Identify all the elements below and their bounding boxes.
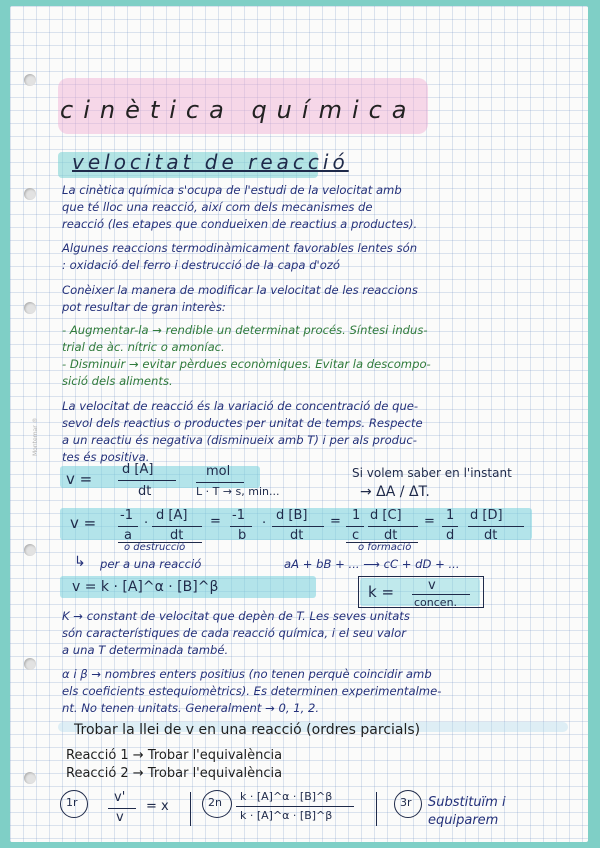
green-list-item: - Disminuir → evitar pèrdues econòmiques. Evitar la descompo- — [62, 357, 431, 371]
binder-hole — [24, 772, 36, 784]
dot: · — [262, 516, 267, 531]
binder-hole — [24, 74, 36, 86]
label-destruccio: o destrucció — [124, 542, 186, 553]
term-den: a — [124, 528, 132, 543]
ab-text-line: nt. No tenen unitats. Generalment → 0, 1, 2. — [62, 701, 320, 715]
para2-line: Algunes reaccions termodinàmicament favorables lentes són — [62, 241, 418, 255]
separator — [190, 792, 191, 826]
green-list-item: trial de àc. nítric o amoníac. — [62, 340, 225, 354]
para3-line: pot resultar de gran interès: — [62, 300, 226, 314]
label-formacio: o formació — [358, 542, 412, 553]
fraction-bar — [272, 526, 324, 527]
equals: = — [330, 514, 341, 529]
term-num: -1 — [232, 508, 245, 523]
term-den: dt — [384, 528, 398, 543]
fraction-bar — [412, 594, 470, 595]
formula1-num: d [A] — [122, 462, 154, 477]
dot: · — [144, 516, 149, 531]
step2-num: k · [A]^α · [B]^β — [240, 790, 333, 803]
term-num: d [C] — [370, 508, 402, 523]
fraction-bar — [108, 808, 136, 809]
para2-line: : oxidació del ferro i destrucció de la capa d'ozó — [62, 258, 341, 272]
fraction-bar — [118, 480, 176, 481]
k-lhs: k = — [368, 583, 395, 601]
green-list-item: - Augmentar-la → rendible un determinat procés. Síntesi indus- — [62, 323, 428, 337]
term-den: dt — [170, 528, 184, 543]
intro-line: La cinètica química s'ocupa de l'estudi de la velocitat amb — [62, 183, 402, 197]
equals: = — [210, 514, 221, 529]
term-num: 1 — [446, 508, 455, 523]
hook-arrow: ↳ — [74, 554, 86, 570]
fraction-bar — [442, 526, 458, 527]
k-text-line: K → constant de velocitat que depèn de T. Les seves unitats — [62, 609, 410, 623]
step1-num: v' — [114, 790, 126, 805]
term-num: d [D] — [470, 508, 503, 523]
fraction-bar — [118, 526, 138, 527]
ab-text-line: els coeficients estequiomètrics). Es determinen experimentalme- — [62, 684, 442, 698]
fraction-bar — [230, 526, 252, 527]
term-den: dt — [484, 528, 498, 543]
step3-label: 3r — [400, 796, 412, 809]
fraction-bar — [468, 526, 524, 527]
step1-rhs: = x — [146, 799, 169, 814]
definition-line: sevol dels reactius o productes per unitat de temps. Respecte — [62, 416, 423, 430]
k-text-line: són característiques de cada reacció química, i el seu valor — [62, 626, 406, 640]
formula2-v: v = — [70, 514, 97, 532]
step3-text: Substituïm i — [428, 795, 506, 810]
term-den: dt — [290, 528, 304, 543]
page-title: cinètica química — [60, 96, 417, 124]
binder-hole — [24, 658, 36, 670]
para3-line: Conèixer la manera de modificar la velocitat de les reaccions — [62, 283, 418, 297]
separator — [376, 792, 377, 826]
term-den: b — [238, 528, 247, 543]
reaction-equation: aA + bB + ... ⟶ cC + dD + ... — [284, 557, 460, 571]
per-reaccio: per a una reacció — [100, 557, 202, 571]
definition-line: a un reactiu és negativa (disminueix amb T) i per als produc- — [62, 433, 417, 447]
k-text-line: a una T determinada també. — [62, 643, 229, 657]
formula1-lhs: v = — [66, 470, 93, 488]
brand-label: Montemar ® — [32, 417, 39, 456]
term-num: d [A] — [156, 508, 188, 523]
intro-line: que té lloc una reacció, així com dels mecanismes de — [62, 200, 373, 214]
section-subtitle: velocitat de reacció — [72, 150, 349, 174]
term-num: -1 — [120, 508, 133, 523]
reaccio2-line: Reacció 2 → Trobar l'equivalència — [66, 766, 283, 781]
definition-line: La velocitat de reacció és la variació de concentració de que- — [62, 399, 419, 413]
term-den: d — [446, 528, 455, 543]
rate-law: v = k · [A]^α · [B]^β — [72, 579, 219, 595]
trobar-heading: Trobar la llei de v en una reacció (ordres parcials) — [74, 722, 421, 738]
term-num: 1 — [352, 508, 361, 523]
green-list-item: sició dels aliments. — [62, 374, 173, 388]
fraction-bar — [346, 526, 364, 527]
step2-den: k · [A]^α · [B]^β — [240, 809, 333, 822]
instant-note2: → ΔA / ΔT. — [360, 484, 430, 500]
term-num: d [B] — [276, 508, 308, 523]
binder-hole — [24, 302, 36, 314]
step1-label: 1r — [66, 796, 78, 809]
k-num: v — [428, 578, 436, 593]
instant-note: Si volem saber en l'instant — [352, 466, 512, 480]
step1-den: v — [116, 810, 124, 825]
fraction-bar — [196, 482, 244, 483]
intro-line: reacció (les etapes que condueixen de reactius a productes). — [62, 217, 418, 231]
formula1-den: dt — [138, 484, 152, 499]
step2-label: 2n — [208, 796, 222, 809]
k-den: concen. — [414, 596, 458, 609]
reaccio1-line: Reacció 1 → Trobar l'equivalència — [66, 748, 283, 763]
unit-num: mol — [206, 464, 231, 479]
fraction-bar — [152, 526, 202, 527]
step3-text: equiparem — [428, 813, 499, 828]
fraction-bar — [236, 806, 354, 807]
equals: = — [424, 514, 435, 529]
binder-hole — [24, 188, 36, 200]
term-den: c — [352, 528, 360, 543]
definition-line: tes és positiva. — [62, 450, 150, 464]
binder-hole — [24, 544, 36, 556]
fraction-bar — [368, 526, 418, 527]
ab-text-line: α i β → nombres enters positius (no tenen perquè coincidir amb — [62, 667, 432, 681]
unit-den: L · T → s, min... — [196, 485, 280, 498]
